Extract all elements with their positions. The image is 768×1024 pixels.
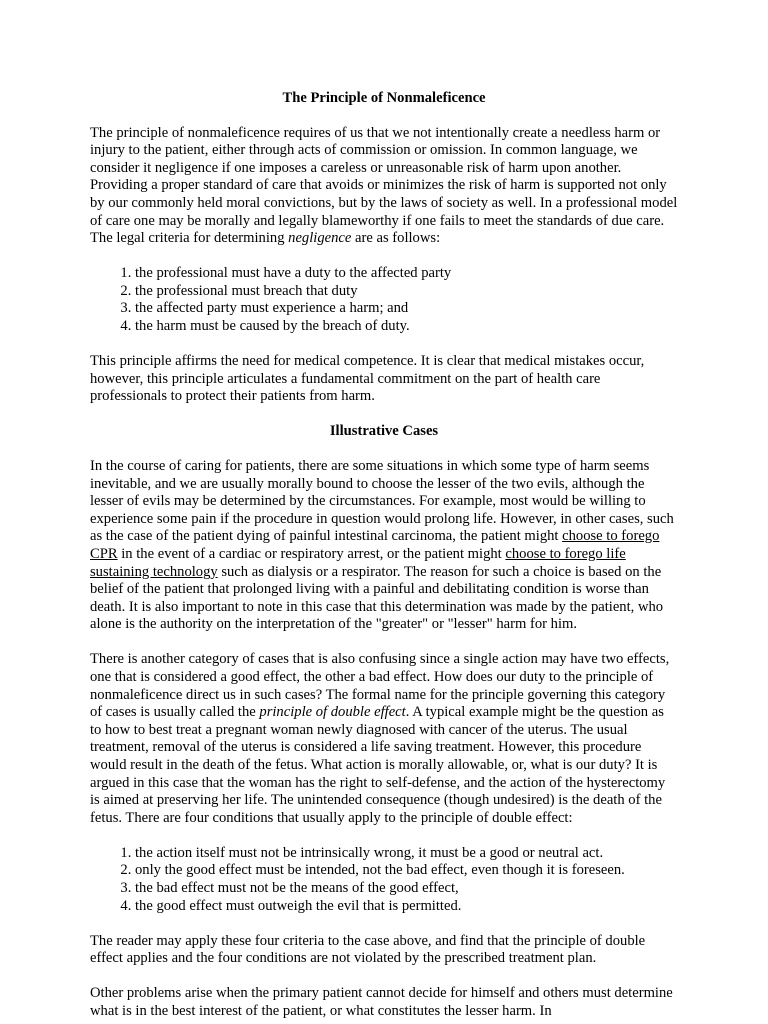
list-item: 2. the professional must breach that duty — [135, 283, 678, 301]
section-heading-illustrative-cases: Illustrative Cases — [329, 423, 439, 440]
list-item: 1. the action itself must not be intrinsically wrong, it must be a good or neutral act. — [135, 845, 678, 863]
negligence-criteria-list — [90, 265, 678, 335]
list-item: 3. the affected party must experience a harm; and — [135, 300, 678, 318]
paragraph-double-effect-text: There is another category of cases that is also confusing since a single action may have two effects, one that is considered a good effect, the other a bad effect. How does our duty to the principle of nonmaleficence direct us in such cases? The formal name for the principle governing this category of cases is usually called the — [90, 651, 670, 721]
list-item: 4. the good effect must outweigh the evil that is permitted. — [135, 898, 678, 916]
list-item: 1. the professional must have a duty to the affected party — [135, 265, 678, 283]
paragraph-other-problems: Other problems arise when the primary patient cannot decide for himself and others must determine what is in the best interest of the patient, or what constitutes the lesser harm. In — [90, 985, 673, 1020]
double-effect-conditions-list — [90, 845, 678, 915]
list-item: 2. only the good effect must be intended, not the bad effect, even though it is foreseen. — [135, 862, 678, 880]
paragraph-intro — [90, 125, 678, 248]
document-title: The Principle of Nonmaleficence — [282, 90, 486, 106]
paragraph-apply-criteria: The reader may apply these four criteria to the case above, and find that the principle of double effect applies and the four conditions are not violated by the prescribed treatment plan. — [90, 932, 646, 967]
paragraph-double-effect-end: . A typical example might be the question as to how to best treat a pregnant woman newly diagnosed with cancer of the uterus. The usual treatment, removal of the uterus is considered a life saving treatment. However, this procedure would result in the death of the fetus. What action is morally allowable, or, what is our duty? It is argued in this case that the woman has the right to self-defense, and the action of the hysterectomy is aimed at preserving her life. The unintended consequence (though undesired) is the death of the fetus. There are four conditions that usually apply to the principle of double effect: — [90, 704, 666, 826]
paragraph-lesser-evil-mid: in the event of a cardiac or respiratory arrest, or the patient might — [117, 545, 506, 562]
list-item: 4. the harm must be caused by the breach of duty. — [135, 318, 678, 336]
paragraph-competence: This principle affirms the need for medical competence. It is clear that medical mistakes occur, however, this principle articulates a fundamental commitment on the part of health care professionals to protect their patients from harm. — [90, 353, 645, 405]
paragraph-intro-text: The principle of nonmaleficence requires of us that we not intentionally create a needless harm or injury to the patient, either through acts of commission or omission. In common language, we consider it negligence if one imposes a careless or unreasonable risk of harm upon another. Providing a proper standard of care that avoids or minimizes the risk of harm is supported not only by our commonly held moral convictions, but by the laws of society as well. In a professional model of care one may be morally and legally blameworthy if one fails to meet the standards of due care. The legal criteria for determining — [90, 124, 678, 247]
paragraph-double-effect — [90, 651, 678, 827]
list-item: 3. the bad effect must not be the means of the good effect, — [135, 880, 678, 898]
paragraph-intro-end: are as follows: — [351, 230, 441, 247]
paragraph-lesser-evil-text: In the course of caring for patients, there are some situations in which some type of harm seems inevitable, and we are usually morally bound to choose the lesser of the two evils, although the lesser of evils may be determined by the circumstances. For example, most would be willing to experience some pain if the procedure in question would prolong life. However, in other cases, such as the case of the patient dying of painful intestinal carcinoma, the patient might — [90, 458, 674, 545]
negligence-term: negligence — [288, 230, 352, 247]
double-effect-term: principle of double effect — [259, 704, 406, 721]
document-body — [90, 90, 678, 1021]
paragraph-lesser-evil — [90, 458, 678, 634]
link-forego-cpr[interactable]: choose to forego CPR — [90, 528, 660, 562]
link-forego-life-sustaining[interactable]: choose to forego life sustaining technology — [90, 545, 626, 580]
paragraph-lesser-evil-end: such as dialysis or a respirator. The reason for such a choice is based on the belief of the patient that prolonged living with a painful and debilitating condition is worse than death. It is also important to note in this case that this determination was made by the patient, who alone is the authority on the interpretation of the "greater" or "lesser" harm for him. — [90, 563, 664, 633]
